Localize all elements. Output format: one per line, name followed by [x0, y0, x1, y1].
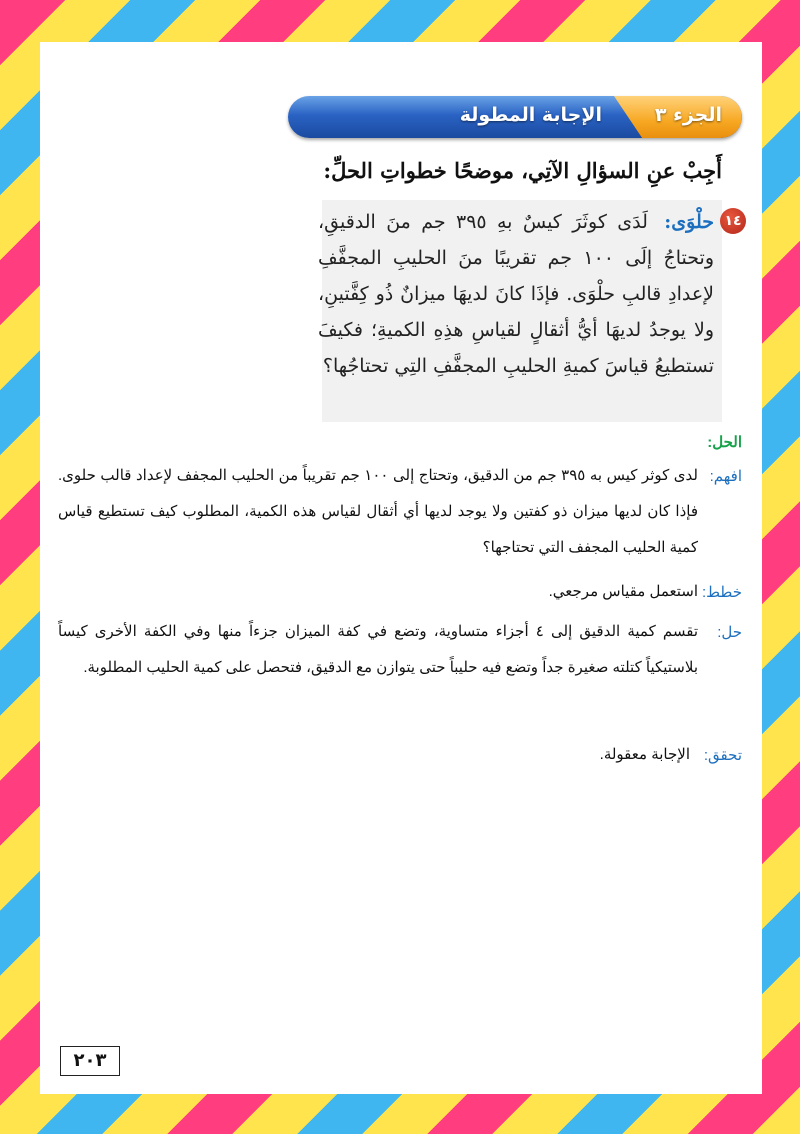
step-text-plan: استعمل مقياس مرجعي.: [548, 583, 698, 600]
question-text: لَدَى كوثَرَ كيسٌ بهِ ٣٩٥ جم منَ الدقيقِ، وتحتاجُ إلَى ١٠٠ جم تقريبًا منَ الحليبِ المجفَّفِ لإعدادِ قالبِ حلْوَى. فإذَا كانَ لديهَا ميزانٌ ذُو كِفَّتينِ، ولا يوجدُ لديهَا أيُّ أثقالٍ لقياسِ هذِهِ الكميةِ؛ فكيفَ تستطيعُ قياسَ كميةِ الحليبِ المجفَّفِ التِي تحتاجُها؟: [318, 211, 715, 377]
question-label: حلْوَى:: [664, 211, 715, 233]
page-number: ٢٠٣: [60, 1046, 120, 1076]
instruction-text: أَجِبْ عنِ السؤالِ الآتِي، موضحًا خطواتِ الحلِّ:: [323, 158, 722, 183]
question-body: [318, 204, 714, 384]
step-label-check: تحقق:: [703, 747, 742, 764]
step-label-understand: افهم:: [709, 468, 742, 485]
banner-title: الإجابة المطولة: [459, 104, 602, 126]
solution-title: الحل:: [707, 434, 742, 451]
page-sheet: [40, 42, 762, 1094]
section-banner: [288, 96, 742, 138]
step-text-understand: لدى كوثر كيس به ٣٩٥ جم من الدقيق، وتحتاج إلى ١٠٠ جم تقريباً من الحليب المجفف لإعداد قالب حلوى. فإذا كان لديها ميزان ذو كفتين ولا يوجد لديها أي أثقال لقياس هذه الكمية، المطلوب كيف تستطيع قياس كمية الحليب المجفف التي تحتاجها؟: [58, 467, 698, 556]
step-text-solve: تقسم كمية الدقيق إلى ٤ أجزاء متساوية، وتضع في كفة الميزان جزءاً منها وفي الكفة الأخرى كيساً بلاستيكياً كتلته صغيرة جداً وتضع فيه حليباً حتى يتوازن مع الدقيق، فتحصل على كمية الحليب المطلوبة.: [58, 623, 698, 676]
banner-part-label: الجزء ٣: [654, 104, 722, 126]
question-number-badge: ١٤: [720, 208, 746, 234]
step-label-plan: خطط:: [702, 584, 742, 601]
step-text-check: الإجابة معقولة.: [599, 746, 690, 763]
step-label-solve: حل:: [717, 624, 742, 641]
